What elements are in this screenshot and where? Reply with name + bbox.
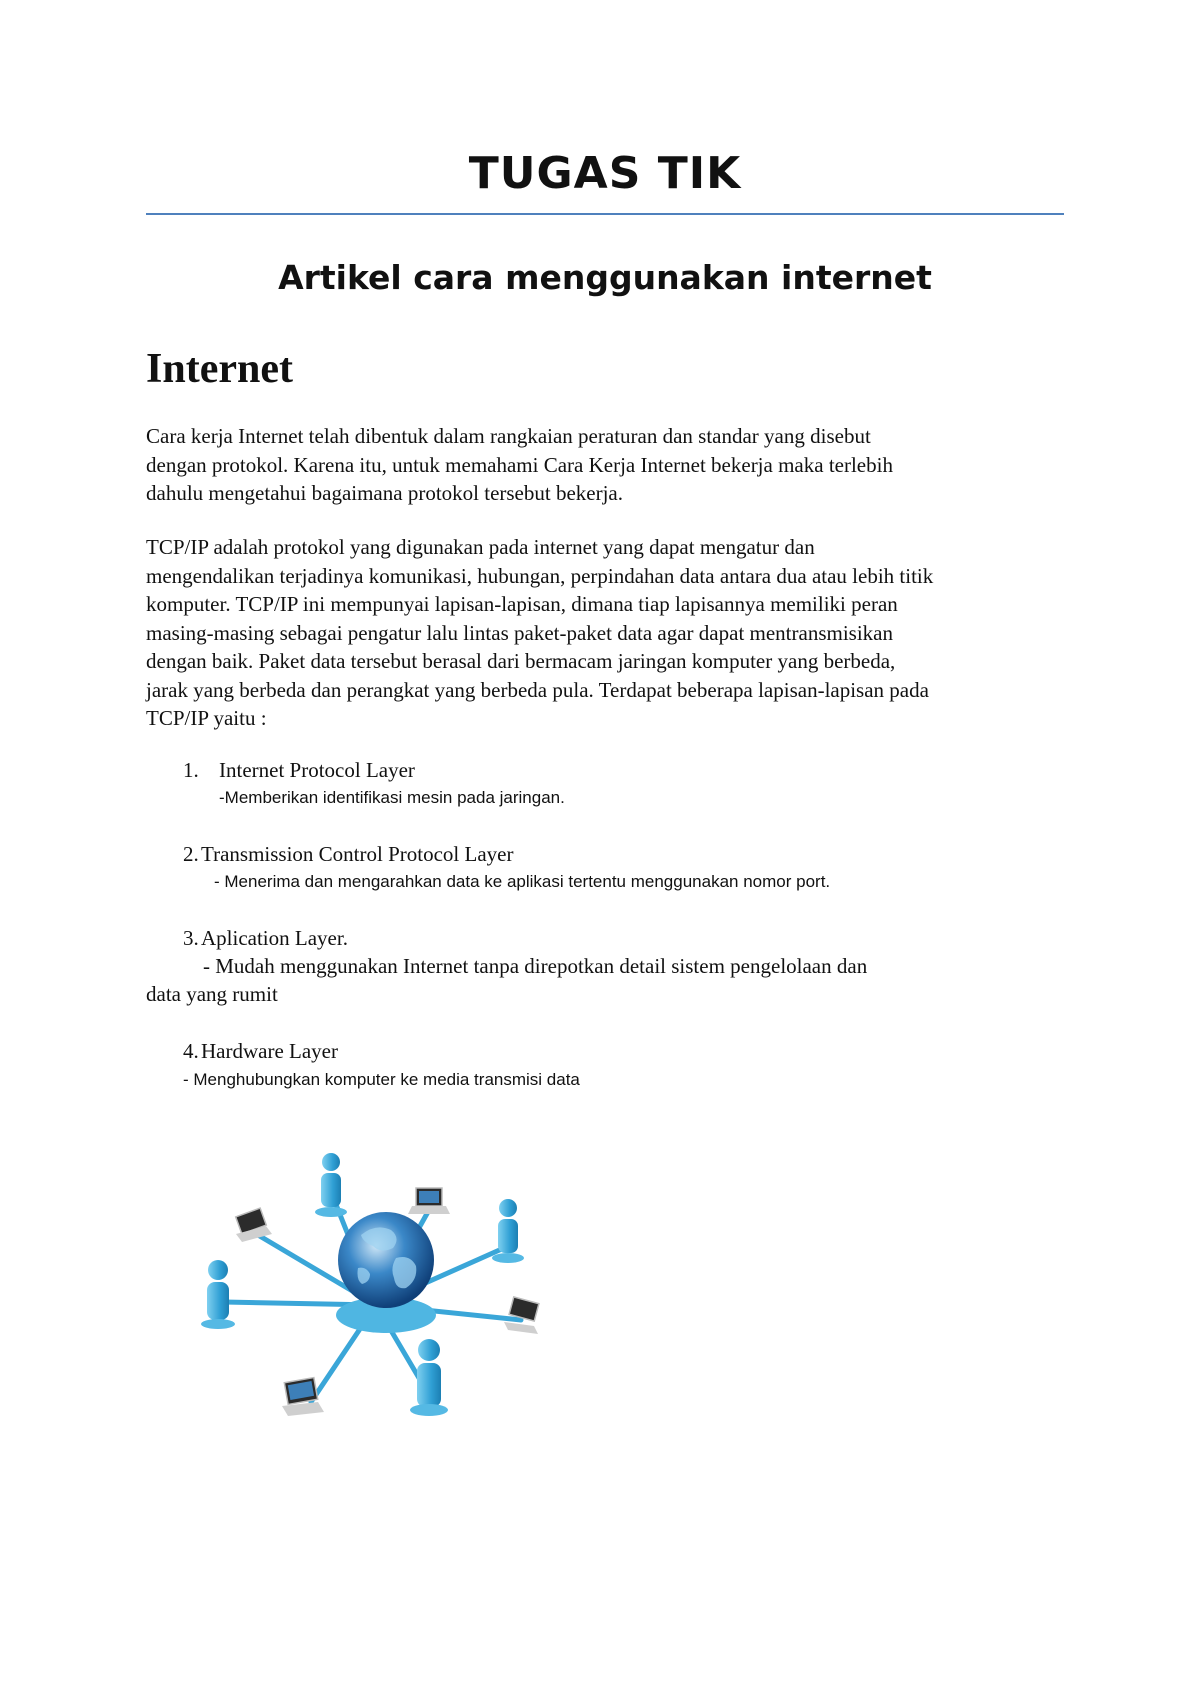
person-icon <box>410 1339 448 1416</box>
layer-3-title: Aplication Layer. <box>201 926 348 950</box>
laptop-icon <box>282 1378 324 1416</box>
paragraph-line: komputer. TCP/IP ini mempunyai lapisan-lapisan, dimana tiap lapisannya memiliki peran <box>146 592 898 616</box>
title-divider <box>146 213 1064 215</box>
layer-2-number: 2. <box>183 842 199 866</box>
layer-3-description-continued: data yang rumit <box>146 982 278 1006</box>
layer-1-description: -Memberikan identifikasi mesin pada jaringan. <box>219 788 565 807</box>
paragraph-line: dahulu mengetahui bagaimana protokol tersebut bekerja. <box>146 481 624 505</box>
paragraph-line: mengendalikan terjadinya komunikasi, hubungan, perpindahan data antara dua atau lebih titik <box>146 563 934 588</box>
layer-1-number: 1. <box>183 758 199 782</box>
layer-3-description: - Mudah menggunakan Internet tanpa direpotkan detail sistem pengelolaan dan <box>203 954 868 978</box>
laptop-icon <box>504 1297 539 1334</box>
paragraph-line: TCP/IP adalah protokol yang digunakan pada internet yang dapat mengatur dan <box>146 535 815 559</box>
laptop-icon <box>236 1208 272 1242</box>
layer-4-description: - Menghubungkan komputer ke media transmisi data <box>183 1070 580 1089</box>
paragraph-line: dengan protokol. Karena itu, untuk memahami Cara Kerja Internet bekerja maka terlebih <box>146 452 893 477</box>
paragraph-tcpip <box>146 533 1076 733</box>
section-heading: Internet <box>146 346 293 392</box>
layer-2-description: - Menerima dan mengarahkan data ke aplikasi tertentu menggunakan nomor port. <box>214 872 831 891</box>
layer-1-title: Internet Protocol Layer <box>219 758 415 782</box>
person-icon <box>315 1153 347 1217</box>
layer-4-number: 4. <box>183 1039 199 1063</box>
paragraph-line: jarak yang berbeda dan perangkat yang berbeda pula. Terdapat beberapa lapisan-lapisan pada <box>146 677 929 702</box>
laptop-icon <box>408 1188 450 1214</box>
network-globe-illustration <box>146 1140 606 1470</box>
document-subtitle: Artikel cara menggunakan internet <box>278 258 932 297</box>
layer-3-number: 3. <box>183 926 199 950</box>
paragraph-line: TCP/IP yaitu : <box>146 706 267 730</box>
paragraph-line: Cara kerja Internet telah dibentuk dalam rangkaian peraturan dan standar yang disebut <box>146 424 871 448</box>
paragraph-intro <box>146 422 1076 508</box>
globe-icon <box>338 1212 434 1308</box>
document-title: TUGAS TIK <box>468 148 742 199</box>
layer-2-title: Transmission Control Protocol Layer <box>201 842 514 866</box>
layer-4-title: Hardware Layer <box>201 1039 338 1063</box>
paragraph-line: masing-masing sebagai pengatur lalu lintas paket-paket data agar dapat mentransmisikan <box>146 620 893 645</box>
person-icon <box>201 1260 235 1329</box>
paragraph-line: dengan baik. Paket data tersebut berasal dari bermacam jaringan komputer yang berbeda, <box>146 649 896 673</box>
